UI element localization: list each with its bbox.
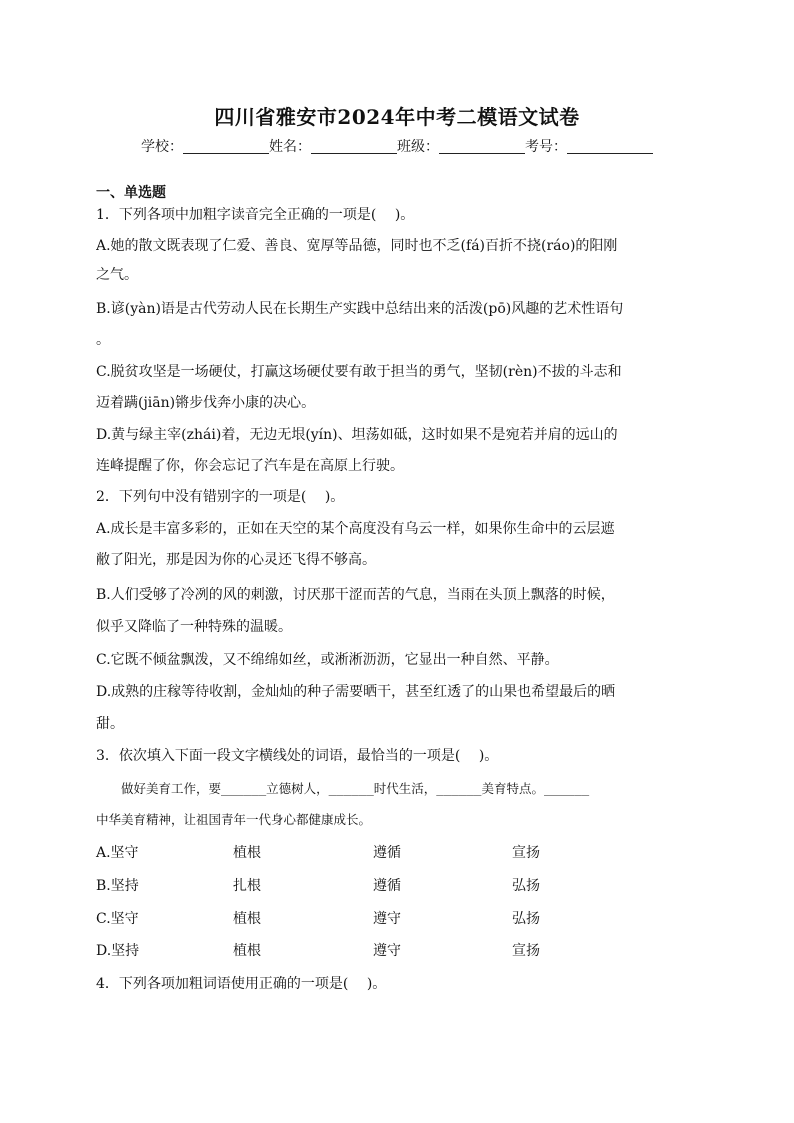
class-blank [439, 137, 525, 154]
question-2-stem: 2．下列句中没有错别字的一项是( )。 [96, 489, 345, 505]
option-cell: 植根 [233, 911, 261, 927]
question-1-option-a-line-1: A.她的散文既表现了仁爱、善良、宽厚等品德，同时也不乏(fá)百折不挠(ráo)的阳刚 [96, 238, 618, 254]
question-2-option-b-line-2: 似乎又降临了一种特殊的温暖。 [96, 619, 292, 635]
option-cell: 遵循 [373, 845, 401, 861]
option-cell: 弘扬 [512, 878, 540, 894]
school-blank [183, 137, 269, 154]
option-cell: B.坚持 [96, 878, 139, 894]
name-blank [311, 137, 397, 154]
question-3-option-b [96, 876, 700, 896]
question-2-option-b-line-1: B.人们受够了冷冽的风的刺激，讨厌那干涩而苦的气息，当雨在头顶上飘落的时候， [96, 587, 615, 603]
option-cell: A.坚守 [96, 845, 139, 861]
page-title: 四川省雅安市2024年中考二模语文试卷 [214, 105, 580, 129]
question-3-passage-line-1: 做好美育工作，要______立德树人，______时代生活，______美育特点。______ [96, 781, 590, 796]
question-1-option-c-line-1: C.脱贫攻坚是一场硬仗，打赢这场硬仗要有敢于担当的勇气，坚韧(rèn)不拔的斗志和 [96, 364, 622, 380]
question-1-option-a-line-2: 之气。 [96, 267, 138, 283]
question-1-option-b-line-1: B.谚(yàn)语是古代劳动人民在长期生产实践中总结出来的活泼(pō)风趣的艺术性语句 [96, 301, 624, 317]
option-cell: 宣扬 [512, 845, 540, 861]
question-1-option-c-line-2: 迈着蹒(jiān)锵步伐奔小康的决心。 [96, 395, 316, 411]
question-1-option-d-line-2: 连峰提醒了你，你会忘记了汽车是在高原上行驶。 [96, 458, 404, 474]
question-1-option-b-line-2: 。 [96, 332, 110, 348]
class-label: 班级： [397, 139, 439, 155]
option-cell: C.坚守 [96, 911, 139, 927]
student-info-line [0, 136, 794, 156]
question-3-stem: 3．依次填入下面一段文字横线处的词语，最恰当的一项是( )。 [96, 748, 499, 764]
option-cell: 植根 [233, 943, 261, 959]
question-3-passage-line-2: 中华美育精神，让祖国青年一代身心都健康成长。 [96, 812, 372, 827]
question-2-option-d-line-1: D.成熟的庄稼等待收割，金灿灿的种子需要晒干，甚至红透了的山果也希望最后的晒 [96, 684, 616, 700]
question-4-stem: 4．下列各项加粗词语使用正确的一项是( )。 [96, 976, 387, 992]
question-3-option-a [96, 843, 700, 863]
question-1-stem: 1．下列各项中加粗字读音完全正确的一项是( )。 [96, 207, 415, 223]
option-cell: 遵守 [373, 911, 401, 927]
option-cell: 扎根 [233, 878, 261, 894]
name-label: 姓名： [269, 139, 311, 155]
option-cell: 遵循 [373, 878, 401, 894]
question-2-option-d-line-2: 甜。 [96, 716, 124, 732]
option-cell: D.坚持 [96, 943, 140, 959]
question-2-option-a-line-2: 敝了阳光，那是因为你的心灵还飞得不够高。 [96, 552, 376, 568]
exam-no-label: 考号： [525, 139, 567, 155]
question-2-option-c: C.它既不倾盆飘泼，又不绵绵如丝，或淅淅沥沥，它显出一种自然、平静。 [96, 652, 559, 668]
question-3-option-d [96, 941, 700, 961]
question-1-option-d-line-1: D.黄与绿主宰(zhái)着，无边无垠(yín)、坦荡如砥，这时如果不是宛若并肩的远山的 [96, 427, 618, 443]
school-label: 学校： [141, 139, 183, 155]
question-3-option-c [96, 909, 700, 929]
option-cell: 宣扬 [512, 943, 540, 959]
section-heading: 一、单选题 [96, 185, 166, 201]
option-cell: 弘扬 [512, 911, 540, 927]
option-cell: 遵守 [373, 943, 401, 959]
exam-no-blank [567, 137, 653, 154]
question-2-option-a-line-1: A.成长是丰富多彩的，正如在天空的某个高度没有乌云一样，如果你生命中的云层遮 [96, 521, 615, 537]
option-cell: 植根 [233, 845, 261, 861]
